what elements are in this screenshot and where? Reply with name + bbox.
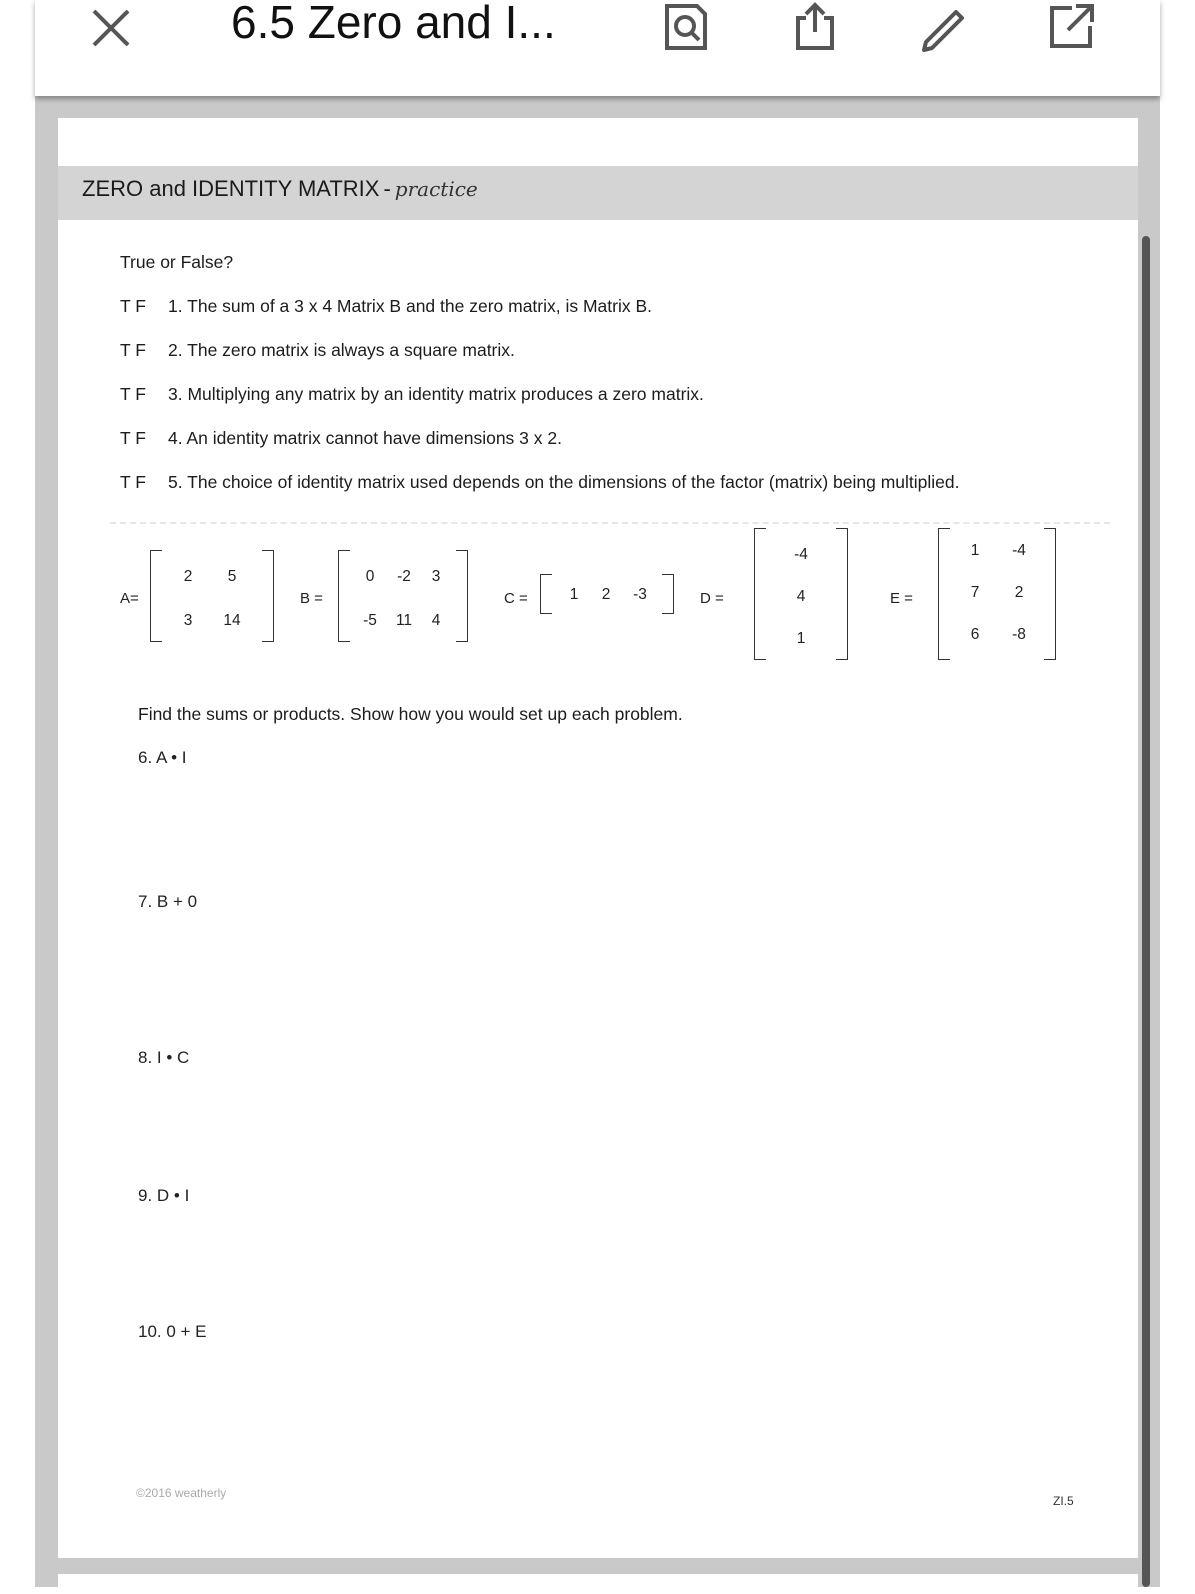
- right-bracket: [1044, 528, 1056, 660]
- matrix-cell: 3: [431, 568, 441, 585]
- tf-marker: T F: [120, 384, 146, 404]
- matrix-cell: 6: [970, 626, 980, 643]
- matrix-cell: -3: [633, 586, 647, 603]
- left-bracket: [150, 550, 162, 642]
- matrix-cell: 2: [601, 586, 611, 603]
- matrix-cell: 1: [970, 542, 980, 559]
- worksheet-title-text: ZERO and IDENTITY MATRIX: [82, 176, 380, 201]
- document-title: 6.5 Zero and I...: [231, 0, 556, 48]
- question-text: 5. The choice of identity matrix used depends on the dimensions of the factor (matrix) being multiplied.: [168, 472, 960, 492]
- matrix-d-label: D =: [700, 590, 724, 607]
- edit-pencil-icon[interactable]: [918, 2, 968, 52]
- question-text: 4. An identity matrix cannot have dimensions 3 x 2.: [168, 428, 562, 448]
- tf-marker: T F: [120, 428, 146, 448]
- search-document-icon[interactable]: [661, 2, 711, 52]
- matrix-cell: 5: [227, 568, 237, 585]
- matrix-c: [540, 574, 674, 614]
- matrix-b: [338, 550, 468, 642]
- matrix-cell: 14: [223, 612, 241, 629]
- tf-question-1: [120, 296, 652, 317]
- matrix-e: [938, 528, 1056, 660]
- problem-7: 7. B + 0: [138, 892, 198, 911]
- matrix-cell: 3: [183, 612, 193, 629]
- matrix-a: [150, 550, 274, 642]
- share-icon[interactable]: [790, 2, 840, 52]
- matrix-d: [754, 528, 848, 660]
- top-app-bar: [35, 0, 1160, 96]
- matrix-cell: -5: [363, 612, 377, 629]
- tf-question-3: [120, 384, 704, 405]
- tf-question-5: [120, 472, 959, 493]
- matrix-cell: 4: [796, 588, 806, 605]
- problem-8: 8. I • C: [138, 1048, 190, 1067]
- left-bracket: [938, 528, 950, 660]
- next-page-edge: [58, 1574, 1138, 1594]
- left-bracket: [338, 550, 350, 642]
- question-text: 1. The sum of a 3 x 4 Matrix B and the zero matrix, is Matrix B.: [168, 296, 653, 316]
- instructions: Find the sums or products. Show how you would set up each problem.: [138, 704, 683, 724]
- matrix-cell: -4: [1012, 542, 1026, 559]
- problem-9: 9. D • I: [138, 1186, 190, 1205]
- tf-question-4: [120, 428, 562, 449]
- matrix-cell: 11: [395, 612, 413, 629]
- vertical-scrollbar[interactable]: [1142, 236, 1150, 1587]
- page-code-footer: ZI.5: [1053, 1494, 1074, 1508]
- left-bracket: [754, 528, 766, 660]
- matrix-c-label: C =: [504, 590, 528, 607]
- worksheet-subtitle: practice: [394, 177, 478, 201]
- tf-question-2: [120, 340, 515, 361]
- problem-10: 10. 0 + E: [138, 1322, 207, 1341]
- worksheet-title: [82, 176, 478, 202]
- matrix-cell: 4: [431, 612, 441, 629]
- matrix-cell: -2: [397, 568, 411, 585]
- matrix-cell: 2: [1014, 584, 1024, 601]
- right-bracket: [836, 528, 848, 660]
- matrix-cell: 2: [183, 568, 193, 585]
- left-bracket: [540, 574, 552, 614]
- matrix-cell: 1: [569, 586, 579, 603]
- open-external-icon[interactable]: [1046, 2, 1096, 52]
- matrix-e-label: E =: [890, 590, 913, 607]
- copyright-footer: ©2016 weatherly: [136, 1486, 227, 1500]
- question-text: 3. Multiplying any matrix by an identity matrix produces a zero matrix.: [168, 384, 704, 404]
- right-bracket: [456, 550, 468, 642]
- tf-marker: T F: [120, 340, 146, 360]
- matrix-b-label: B =: [300, 590, 323, 607]
- right-bracket: [262, 550, 274, 642]
- tf-heading: True or False?: [120, 252, 234, 272]
- dashed-separator: [110, 522, 1110, 524]
- matrix-cell: -8: [1012, 626, 1026, 643]
- matrix-cell: 1: [796, 630, 806, 647]
- matrix-cell: 0: [365, 568, 375, 585]
- problem-6: 6. A • I: [138, 748, 187, 767]
- document-page: [58, 118, 1138, 1558]
- title-dash: -: [383, 176, 391, 201]
- matrix-cell: 7: [970, 584, 980, 601]
- question-text: 2. The zero matrix is always a square matrix.: [168, 340, 515, 360]
- matrix-a-label: A=: [120, 590, 139, 607]
- right-bracket: [662, 574, 674, 614]
- close-icon[interactable]: [88, 3, 136, 51]
- tf-marker: T F: [120, 296, 146, 316]
- tf-marker: T F: [120, 472, 146, 492]
- matrix-cell: -4: [794, 546, 808, 563]
